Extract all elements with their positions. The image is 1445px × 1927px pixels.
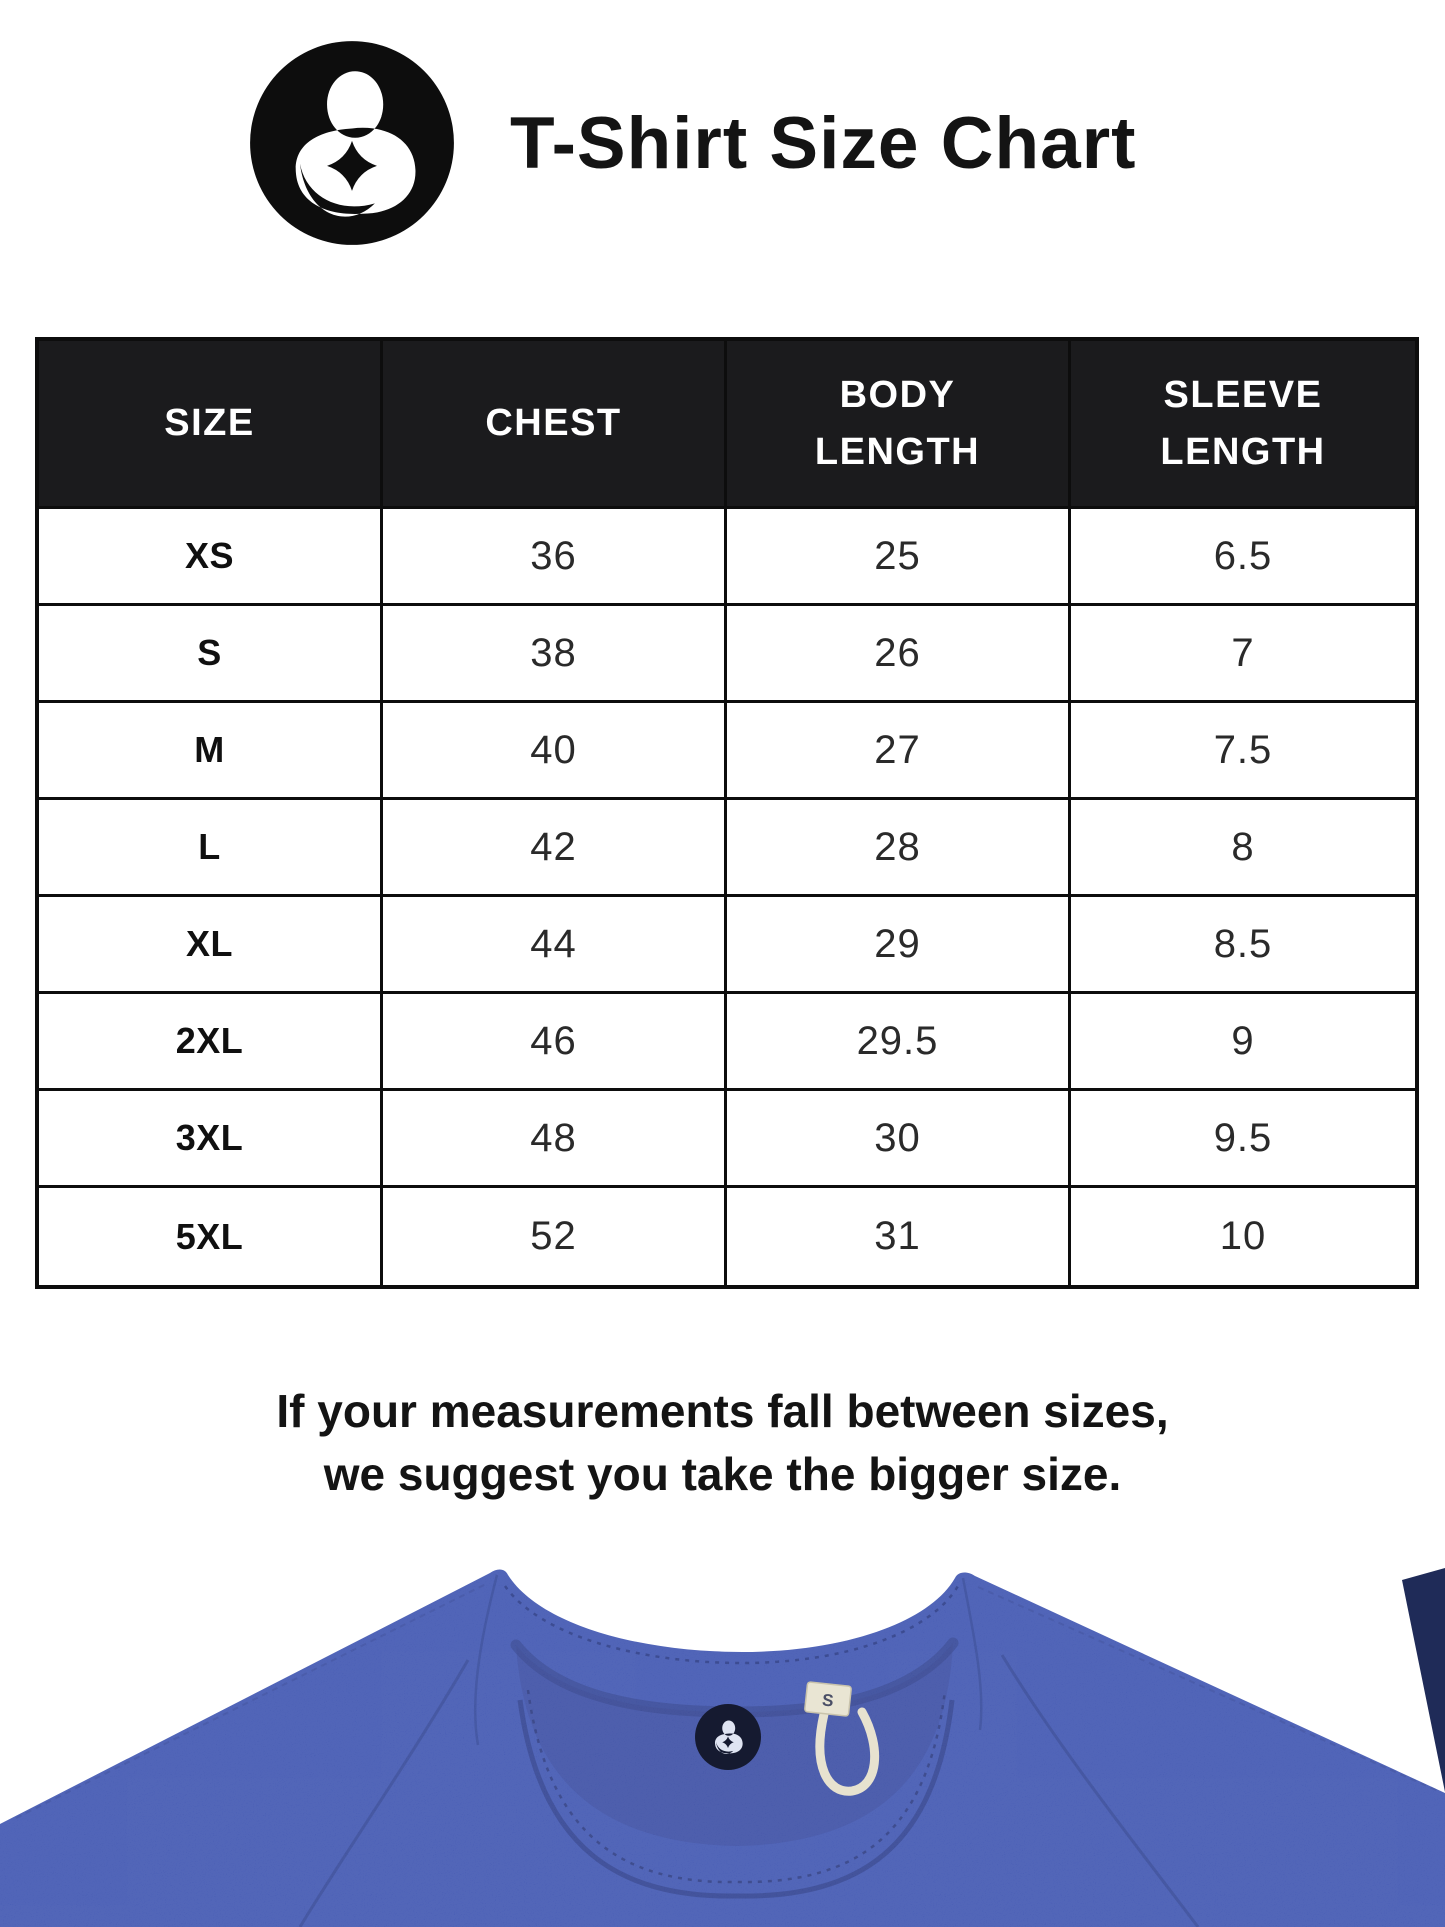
body-length-cell: 28 [727,800,1071,897]
sleeve-length-cell: 7.5 [1071,703,1415,800]
fit-note-line-2: we suggest you take the bigger size. [323,1447,1122,1500]
size-cell: 2XL [39,994,383,1091]
chest-cell: 46 [383,994,727,1091]
tag-size-letter: S [821,1690,835,1711]
parent-and-baby-brand-logo-icon [248,39,456,247]
fit-note-line-1: If your measurements fall between sizes, [276,1385,1169,1437]
sleeve-length-cell: 10 [1219,1214,1267,1258]
column-header-body-length: BODY LENGTH [727,341,1071,509]
body-length-cell: 31 [727,1188,1071,1285]
body-length-cell: 25 [727,509,1071,606]
chest-cell: 40 [383,703,727,800]
column-header-size: SIZE [39,341,383,509]
size-cell: XL [39,897,383,994]
page-title: T-Shirt Size Chart [510,102,1137,184]
body-length-cell: 27 [727,703,1071,800]
body-length-cell: 29.5 [727,994,1071,1091]
size-chart-table [35,337,1419,1289]
column-header-chest: CHEST [383,341,727,509]
collar-brand-label [695,1704,761,1770]
size-cell: 5XL [39,1188,383,1285]
chest-cell: 48 [383,1091,727,1188]
sleeve-fold-shape [1402,1568,1445,1792]
chest-cell: 38 [383,606,727,703]
body-length-cell: 30 [727,1091,1071,1188]
body-length-cell: 26 [727,606,1071,703]
size-cell: 3XL [39,1091,383,1188]
brand-header [248,36,1136,250]
body-length-cell: 29 [727,897,1071,994]
sleeve-length-cell: 6.5 [1071,509,1415,606]
size-cell: M [39,703,383,800]
sleeve-length-cell: 9.5 [1071,1091,1415,1188]
sleeve-length-cell: 8 [1071,800,1415,897]
chest-cell: 36 [383,509,727,606]
sleeve-length-cell: 9 [1071,994,1415,1091]
tshirt-collar-photo [0,1557,1445,1927]
chest-cell: 44 [383,897,727,994]
size-cell: L [39,800,383,897]
sleeve-length-cell: 8.5 [1071,897,1415,994]
size-cell: S [39,606,383,703]
chest-cell: 52 [383,1188,727,1285]
chest-cell: 42 [383,800,727,897]
column-header-sleeve-length: SLEEVE LENGTH [1071,341,1415,509]
sleeve-length-cell: 7 [1071,606,1415,703]
fit-note [0,1380,1445,1505]
size-cell: XS [39,509,383,606]
